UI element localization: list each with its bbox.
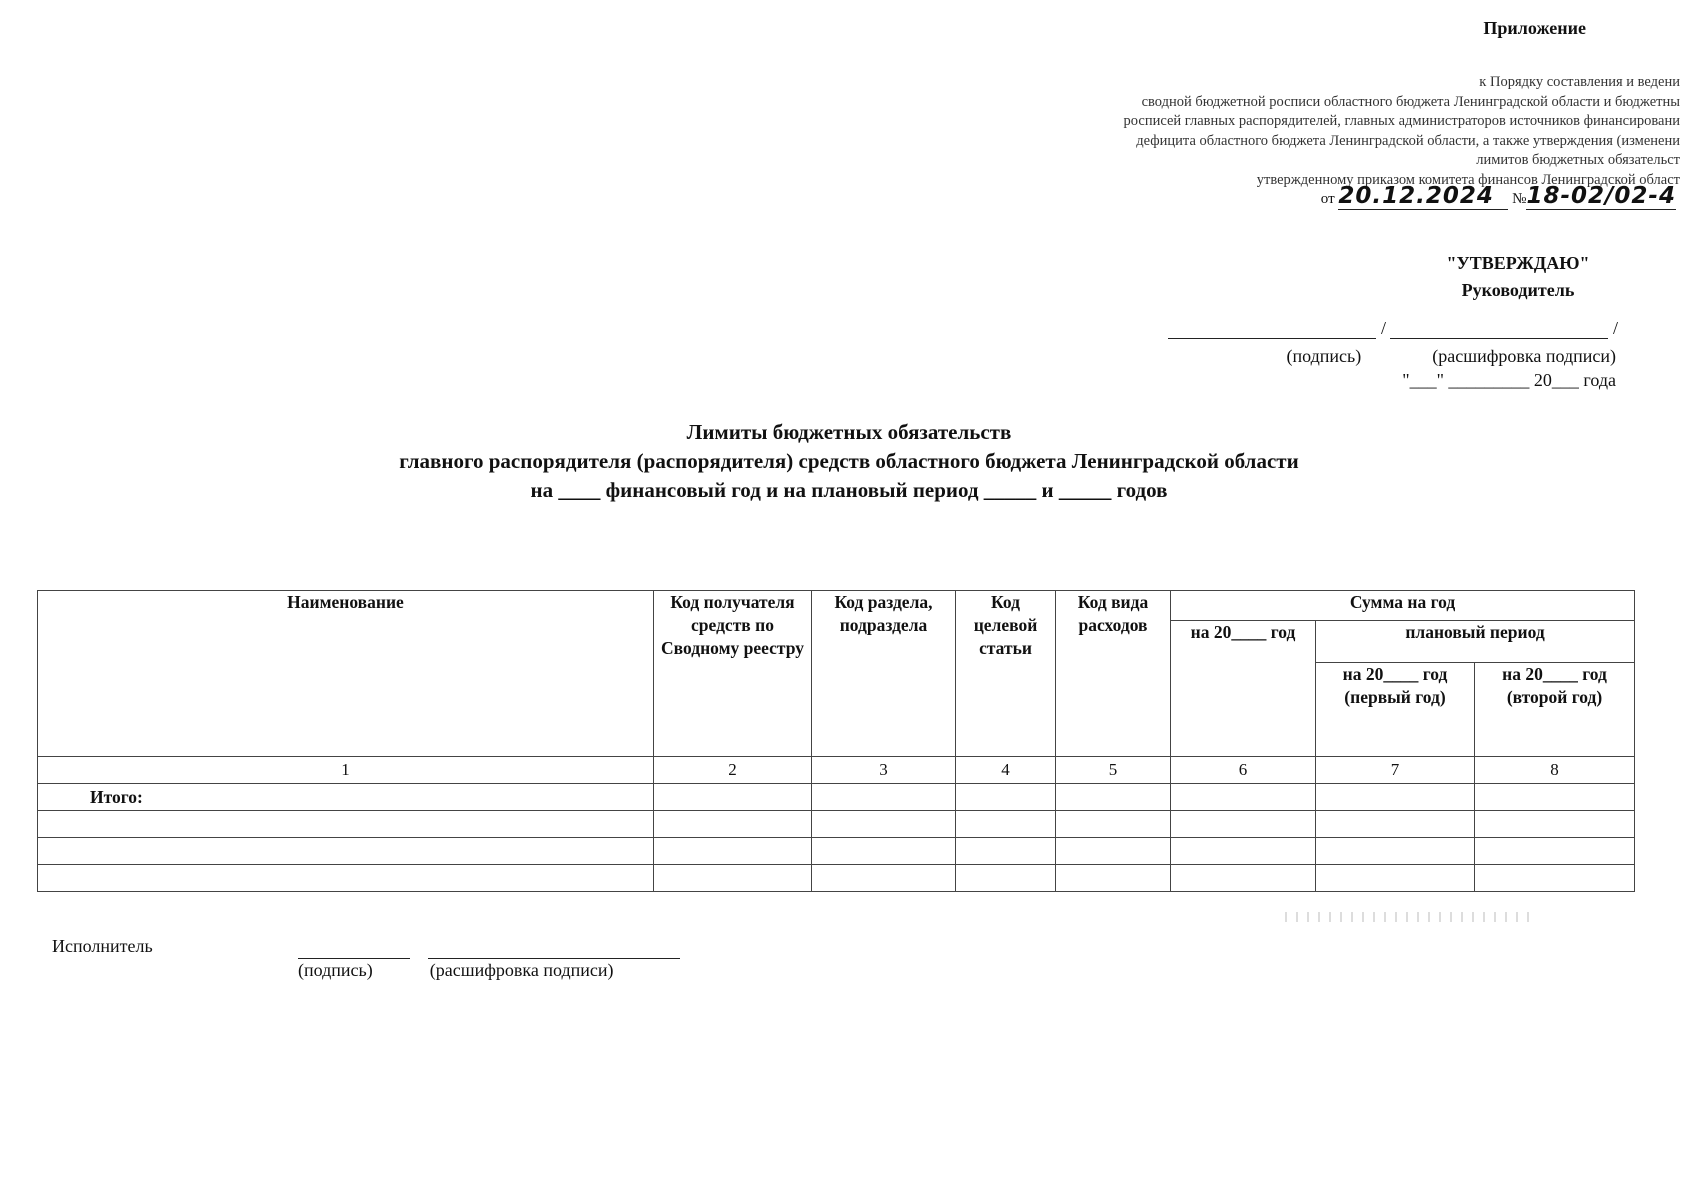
appendix-reference	[920, 73, 1680, 190]
column-number: 2	[654, 757, 812, 784]
table-cell	[654, 838, 812, 865]
executor-signature-caption: (подпись)	[298, 960, 373, 980]
table-cell	[38, 865, 654, 892]
title-line: главного распорядителя (распорядителя) средств областного бюджета Ленинградской области	[399, 449, 1299, 473]
header-current-year: на 20____ год	[1171, 621, 1316, 757]
table-cell	[1316, 784, 1475, 811]
executor-decoding-caption: (расшифровка подписи)	[429, 960, 614, 980]
approval-signature-line	[1168, 318, 1618, 339]
document-title	[0, 418, 1698, 505]
total-row	[38, 784, 1635, 811]
table-cell	[1475, 784, 1635, 811]
number-prefix: №	[1512, 191, 1527, 207]
header-section-code: Код раздела, подраздела	[812, 591, 956, 757]
table-cell	[654, 865, 812, 892]
appendix-line: сводной бюджетной росписи областного бюджета Ленинградской области и бюджетны	[1141, 93, 1680, 110]
column-number: 6	[1171, 757, 1316, 784]
executor-label: Исполнитель	[52, 936, 153, 956]
table-cell	[1475, 865, 1635, 892]
table-cell	[1316, 865, 1475, 892]
column-number: 1	[38, 757, 654, 784]
header-expense-code: Код вида расходов	[1056, 591, 1171, 757]
column-number: 4	[956, 757, 1056, 784]
approval-date: "___" _________ 20___ года	[1402, 370, 1616, 390]
table-cell	[1475, 838, 1635, 865]
table-cell	[1316, 838, 1475, 865]
title-line: Лимиты бюджетных обязательств	[686, 420, 1012, 444]
scan-noise	[1285, 912, 1535, 922]
decoding-caption: (расшифровка подписи)	[1432, 346, 1616, 366]
appendix-line: дефицита областного бюджета Ленинградской области, а также утверждения (изменени	[1136, 132, 1680, 149]
approval-role: Руководитель	[1461, 280, 1575, 300]
order-date-number	[1321, 183, 1676, 210]
table-cell	[1171, 838, 1316, 865]
executor-signature-blank	[298, 940, 410, 959]
header-recipient-code: Код получателя средств по Сводному реестру	[654, 591, 812, 757]
decoding-blank	[1390, 320, 1608, 339]
header-target-code: Код целевой статьи	[956, 591, 1056, 757]
total-label: Итого:	[38, 784, 654, 811]
table-cell	[812, 865, 956, 892]
table-cell	[1316, 811, 1475, 838]
table-row	[38, 838, 1635, 865]
table-cell	[812, 784, 956, 811]
executor-decoding-blank	[428, 940, 680, 959]
appendix-line: к Порядку составления и ведени	[1479, 74, 1680, 90]
table-cell	[1171, 865, 1316, 892]
order-date: 20.12.2024	[1338, 183, 1494, 209]
table-cell	[654, 784, 812, 811]
table-cell	[38, 838, 654, 865]
table-row	[38, 811, 1635, 838]
limits-table	[37, 590, 1635, 892]
table-cell	[956, 838, 1056, 865]
executor-captions	[298, 960, 613, 981]
approval-block	[1418, 250, 1618, 304]
approval-title: "УТВЕРЖДАЮ"	[1446, 253, 1590, 273]
table-cell	[1475, 811, 1635, 838]
approval-captions	[1287, 346, 1616, 367]
header-planning-period: плановый период	[1316, 621, 1635, 663]
table-cell	[956, 865, 1056, 892]
table-cell	[812, 811, 956, 838]
table-cell	[812, 838, 956, 865]
separator: /	[1380, 318, 1386, 338]
header-second-year: на 20____ год (второй год)	[1475, 663, 1635, 757]
appendix-line: лимитов бюджетных обязательст	[1476, 152, 1680, 168]
table-cell	[1171, 811, 1316, 838]
table-cell	[38, 811, 654, 838]
title-line: на ____ финансовый год и на плановый период _____ и _____ годов	[530, 478, 1168, 502]
appendix-line: утвержденному приказом комитета финансов Ленинградской област	[1256, 171, 1680, 188]
table-cell	[1056, 838, 1171, 865]
table-cell	[956, 811, 1056, 838]
table-cell	[1171, 784, 1316, 811]
table-cell	[654, 811, 812, 838]
header-name: Наименование	[38, 591, 654, 757]
header-first-year: на 20____ год (первый год)	[1316, 663, 1475, 757]
header-sum: Сумма на год	[1171, 591, 1635, 621]
table-row	[38, 865, 1635, 892]
table-cell	[1056, 865, 1171, 892]
separator: /	[1612, 318, 1618, 338]
column-number-row	[38, 757, 1635, 784]
column-number: 7	[1316, 757, 1475, 784]
signature-blank	[1168, 320, 1376, 339]
column-number: 3	[812, 757, 956, 784]
table-cell	[1056, 784, 1171, 811]
column-number: 8	[1475, 757, 1635, 784]
appendix-title: Приложение	[1483, 18, 1586, 38]
column-number: 5	[1056, 757, 1171, 784]
signature-caption: (подпись)	[1286, 346, 1362, 366]
table-cell	[1056, 811, 1171, 838]
order-number: 18-02/02-4	[1526, 183, 1676, 209]
date-prefix: от	[1320, 191, 1335, 207]
appendix-line: росписей главных распорядителей, главных администраторов источников финансировани	[1123, 113, 1680, 129]
table-cell	[956, 784, 1056, 811]
